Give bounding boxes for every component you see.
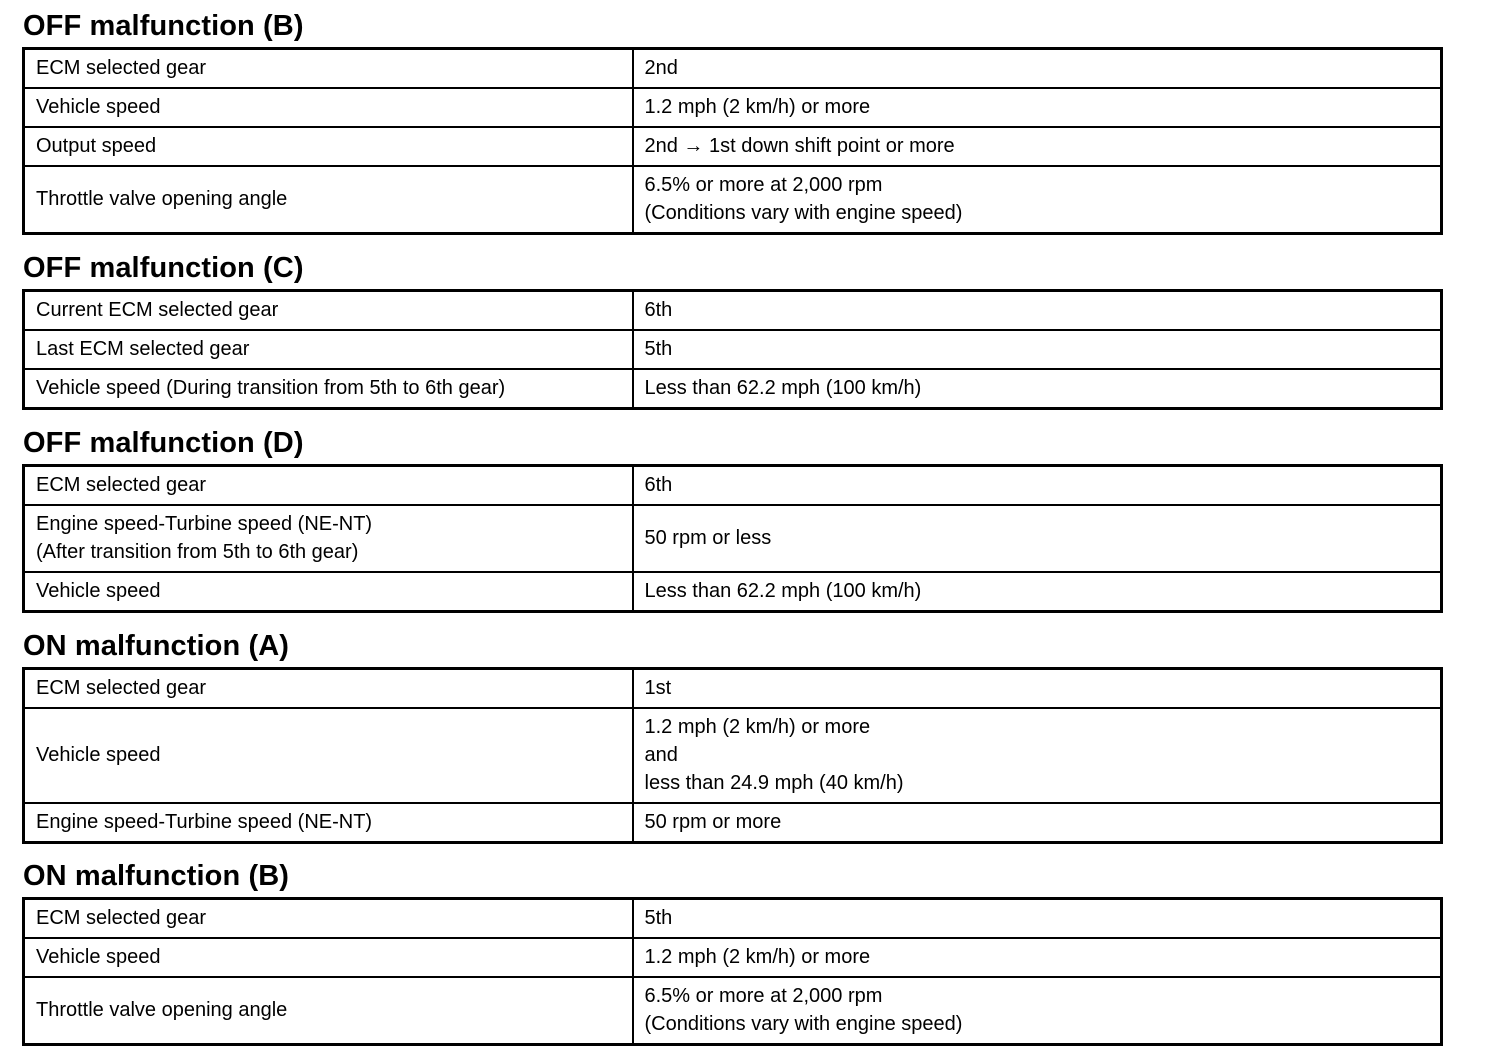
condition-label: ECM selected gear <box>24 466 633 506</box>
condition-table <box>22 47 1443 235</box>
table-row <box>24 127 1442 166</box>
section-title: OFF malfunction (B) <box>23 10 304 42</box>
table-row <box>24 669 1442 709</box>
condition-value: 1.2 mph (2 km/h) or more <box>633 88 1442 127</box>
condition-value: 6th <box>633 466 1442 506</box>
condition-value: 5th <box>633 899 1442 939</box>
table-row <box>24 466 1442 506</box>
section-title: ON malfunction (A) <box>23 630 290 662</box>
table-row <box>24 899 1442 939</box>
condition-value: 1st <box>633 669 1442 709</box>
condition-label: Throttle valve opening angle <box>24 166 633 234</box>
condition-value: 1.2 mph (2 km/h) or more and less than 24.9 mph (40 km/h) <box>633 708 1442 803</box>
table-row <box>24 291 1442 331</box>
table-row <box>24 505 1442 572</box>
condition-label: Engine speed-Turbine speed (NE-NT) (After transition from 5th to 6th gear) <box>24 505 633 572</box>
section-on-malfunction-b <box>22 859 1440 1046</box>
condition-table <box>22 897 1443 1046</box>
condition-value: 2nd <box>633 49 1442 89</box>
table-row <box>24 88 1442 127</box>
table-row <box>24 166 1442 234</box>
condition-label: Last ECM selected gear <box>24 330 633 369</box>
condition-label: ECM selected gear <box>24 669 633 709</box>
condition-label: Vehicle speed <box>24 708 633 803</box>
condition-label: Vehicle speed (During transition from 5th to 6th gear) <box>24 369 633 409</box>
section-title: OFF malfunction (D) <box>23 427 304 459</box>
condition-label: Current ECM selected gear <box>24 291 633 331</box>
condition-table <box>22 464 1443 613</box>
condition-label: Engine speed-Turbine speed (NE-NT) <box>24 803 633 843</box>
condition-label: Vehicle speed <box>24 572 633 612</box>
table-row <box>24 708 1442 803</box>
section-off-malfunction-d <box>22 426 1440 613</box>
condition-value: 2nd → 1st down shift point or more <box>633 127 1442 166</box>
table-row <box>24 977 1442 1045</box>
section-off-malfunction-c <box>22 251 1440 410</box>
table-row <box>24 369 1442 409</box>
condition-value: Less than 62.2 mph (100 km/h) <box>633 572 1442 612</box>
condition-value: 1.2 mph (2 km/h) or more <box>633 938 1442 977</box>
condition-table <box>22 289 1443 410</box>
table-row <box>24 572 1442 612</box>
condition-label: Vehicle speed <box>24 938 633 977</box>
section-off-malfunction-b <box>22 9 1440 235</box>
condition-value: 6.5% or more at 2,000 rpm (Conditions vary with engine speed) <box>633 166 1442 234</box>
table-row <box>24 330 1442 369</box>
condition-label: ECM selected gear <box>24 899 633 939</box>
condition-value: Less than 62.2 mph (100 km/h) <box>633 369 1442 409</box>
condition-value: 5th <box>633 330 1442 369</box>
table-row <box>24 49 1442 89</box>
condition-value: 50 rpm or less <box>633 505 1442 572</box>
condition-label: Vehicle speed <box>24 88 633 127</box>
condition-value: 6th <box>633 291 1442 331</box>
condition-value: 6.5% or more at 2,000 rpm (Conditions vary with engine speed) <box>633 977 1442 1045</box>
table-row <box>24 803 1442 843</box>
section-title: OFF malfunction (C) <box>23 252 304 284</box>
condition-label: Output speed <box>24 127 633 166</box>
section-on-malfunction-a <box>22 629 1440 844</box>
condition-label: ECM selected gear <box>24 49 633 89</box>
table-row <box>24 938 1442 977</box>
section-title: ON malfunction (B) <box>23 860 290 892</box>
condition-label: Throttle valve opening angle <box>24 977 633 1045</box>
condition-table <box>22 667 1443 844</box>
condition-value: 50 rpm or more <box>633 803 1442 843</box>
